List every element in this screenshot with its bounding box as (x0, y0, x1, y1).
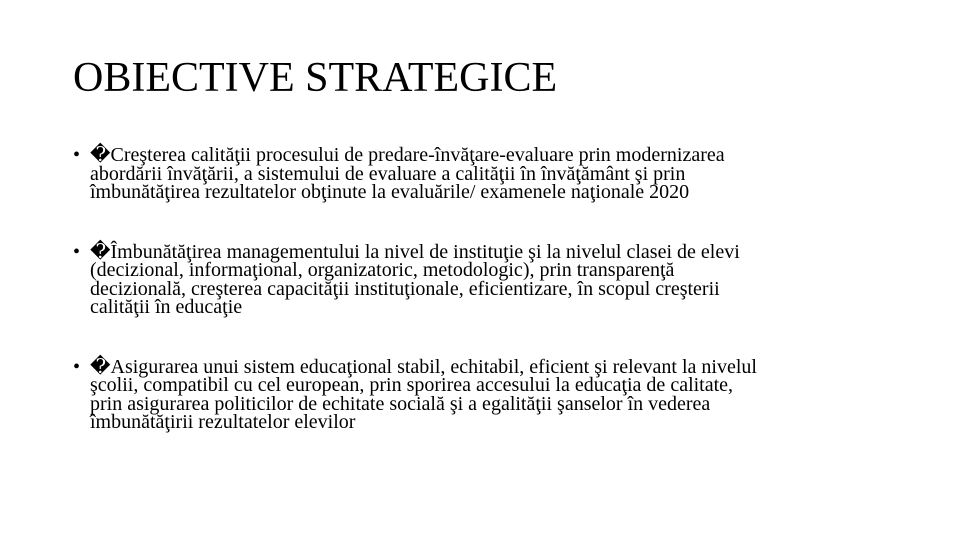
objective-line: (decizional, informaţional, organizatoric, metodologic), prin transparenţă (90, 259, 675, 281)
objective-line: decizională, creşterea capacităţii instituţionale, eficientizare, în scopul creşterii (90, 277, 720, 300)
bullet-icon: • (73, 240, 81, 263)
objective-text-1 (90, 146, 903, 202)
slide-title: OBIECTIVE STRATEGICE (73, 55, 558, 101)
objective-item-2 (73, 240, 903, 318)
objective-line: îmbunătăţirii rezultatelor elevilor (90, 411, 356, 433)
objective-item-1 (73, 146, 903, 202)
objective-line: abordării învăţării, a sistemului de evaluare a calităţii în învăţământ şi prin (90, 162, 686, 185)
objective-line: �Creşterea calităţii procesului de predare-învăţare-evaluare prin modernizarea (90, 144, 725, 166)
objective-line: prin asigurarea politicilor de echitate socială şi a egalităţii şanselor în vederea (90, 392, 711, 415)
objective-text-2 (90, 240, 903, 318)
objective-line: �Îmbunătăţirea managementului la nivel de instituţie şi la nivelul clasei de elevi (90, 240, 740, 263)
objective-line: şcolii, compatibil cu cel european, prin sporirea accesului la educaţia de calitate, (90, 374, 734, 396)
objective-line: îmbunătăţirea rezultatelor obţinute la evaluările/ examenele naţionale 2020 (90, 181, 690, 203)
objective-line: calităţii în educaţie (90, 296, 243, 318)
objective-item-3 (73, 355, 903, 433)
bullet-icon: • (73, 355, 81, 378)
bullet-icon: • (73, 144, 81, 166)
objective-line: �Asigurarea unui sistem educaţional stabil, echitabil, eficient şi relevant la nivelul (90, 355, 757, 378)
objective-text-3 (90, 355, 903, 433)
objectives-list (73, 146, 903, 473)
